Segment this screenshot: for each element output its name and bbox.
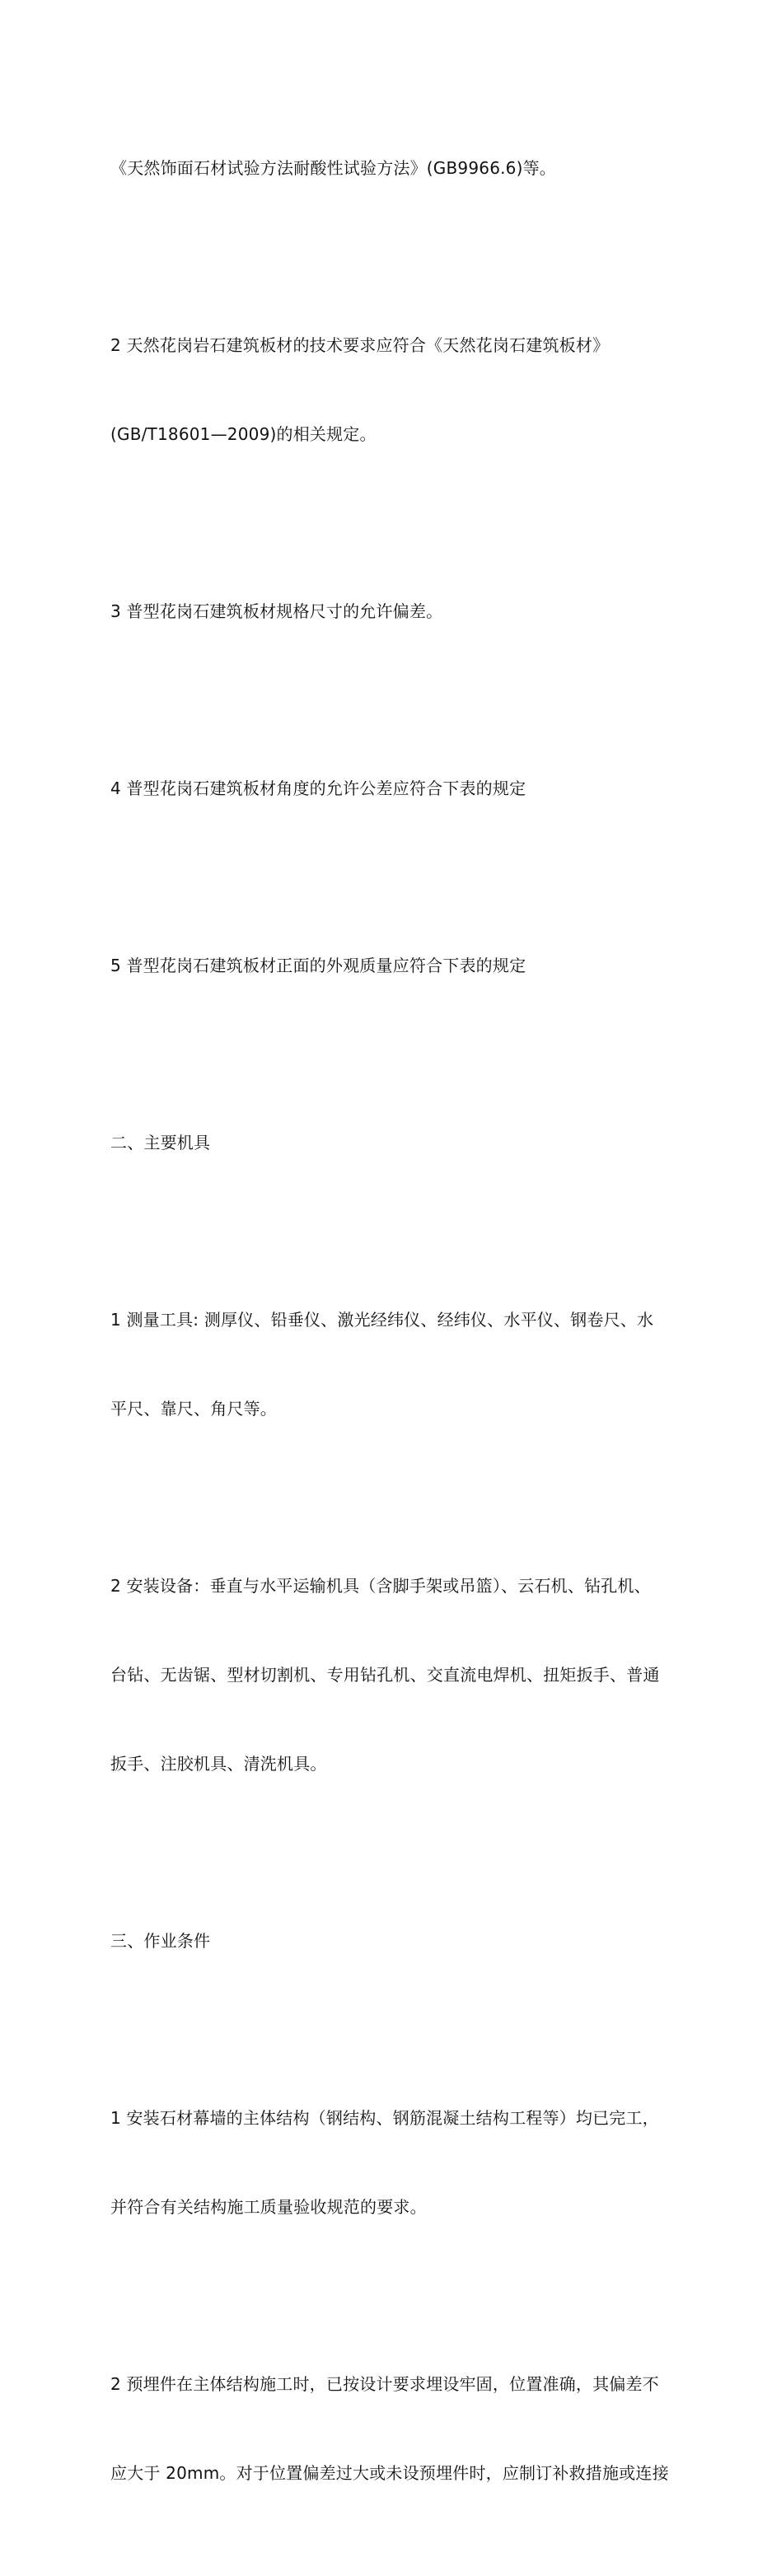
text-line: 《天然饰面石材试验方法耐酸性试验方法》(GB9966.6)等。 (110, 158, 557, 178)
text-line: 1 测量工具: 测厚仪、铅垂仪、激光经纬仪、经纬仪、水平仪、钢卷尺、水 (110, 1310, 654, 1330)
text-line: 5 普型花岗石建筑板材正面的外观质量应符合下表的规定 (110, 956, 526, 975)
text-line: 3 普型花岗石建筑板材规格尺寸的允许偏差。 (110, 601, 443, 621)
paragraph-appearance-quality (110, 891, 654, 1040)
text-line: 2 安装设备：垂直与水平运输机具（含脚手架或吊篮）、云石机、钻孔机、 (110, 1576, 651, 1596)
text-line: 2 天然花岗岩石建筑板材的技术要求应符合《天然花岗石建筑板材》 (110, 335, 610, 355)
paragraph-measuring-tools (110, 1246, 654, 1483)
text-line: 扳手、注胶机具、清洗机具。 (110, 1754, 327, 1774)
paragraph-size-tolerance (110, 537, 654, 685)
text-line: 2 预埋件在主体结构施工时，已按设计要求埋设牢固，位置准确，其偏差不 (110, 2374, 659, 2394)
text-line: 平尺、靠尺、角尺等。 (110, 1399, 277, 1419)
paragraph-main-structure-complete (110, 2044, 659, 2281)
section-heading-work-conditions (110, 1867, 654, 2015)
text-line: 并符合有关结构施工质量验收规范的要求。 (110, 2197, 427, 2217)
text-line: 应大于 20mm。对于位置偏差过大或未设预埋件时，应制订补救措施或连接 (110, 2463, 669, 2483)
paragraph-standard-reference (110, 94, 654, 242)
text-line: 1 安装石材幕墙的主体结构（钢结构、钢筋混凝土结构工程等）均已完工， (110, 2108, 659, 2128)
paragraph-installation-equipment (110, 1512, 660, 1838)
paragraph-embedded-parts (110, 2310, 669, 2547)
text-line: (GB/T18601—2009)的相关规定。 (110, 424, 377, 444)
text-line: 4 普型花岗石建筑板材角度的允许公差应符合下表的规定 (110, 778, 526, 798)
paragraph-angle-tolerance (110, 714, 654, 863)
section-heading-main-tools (110, 1068, 654, 1217)
text-line: 三、作业条件 (110, 1931, 211, 1951)
paragraph-granite-technical-requirements (110, 271, 654, 508)
text-line: 台钻、无齿锯、型材切割机、专用钻孔机、交直流电焊机、扭矩扳手、普通 (110, 1665, 660, 1685)
text-line: 二、主要机具 (110, 1133, 211, 1152)
document-body (110, 94, 669, 2576)
